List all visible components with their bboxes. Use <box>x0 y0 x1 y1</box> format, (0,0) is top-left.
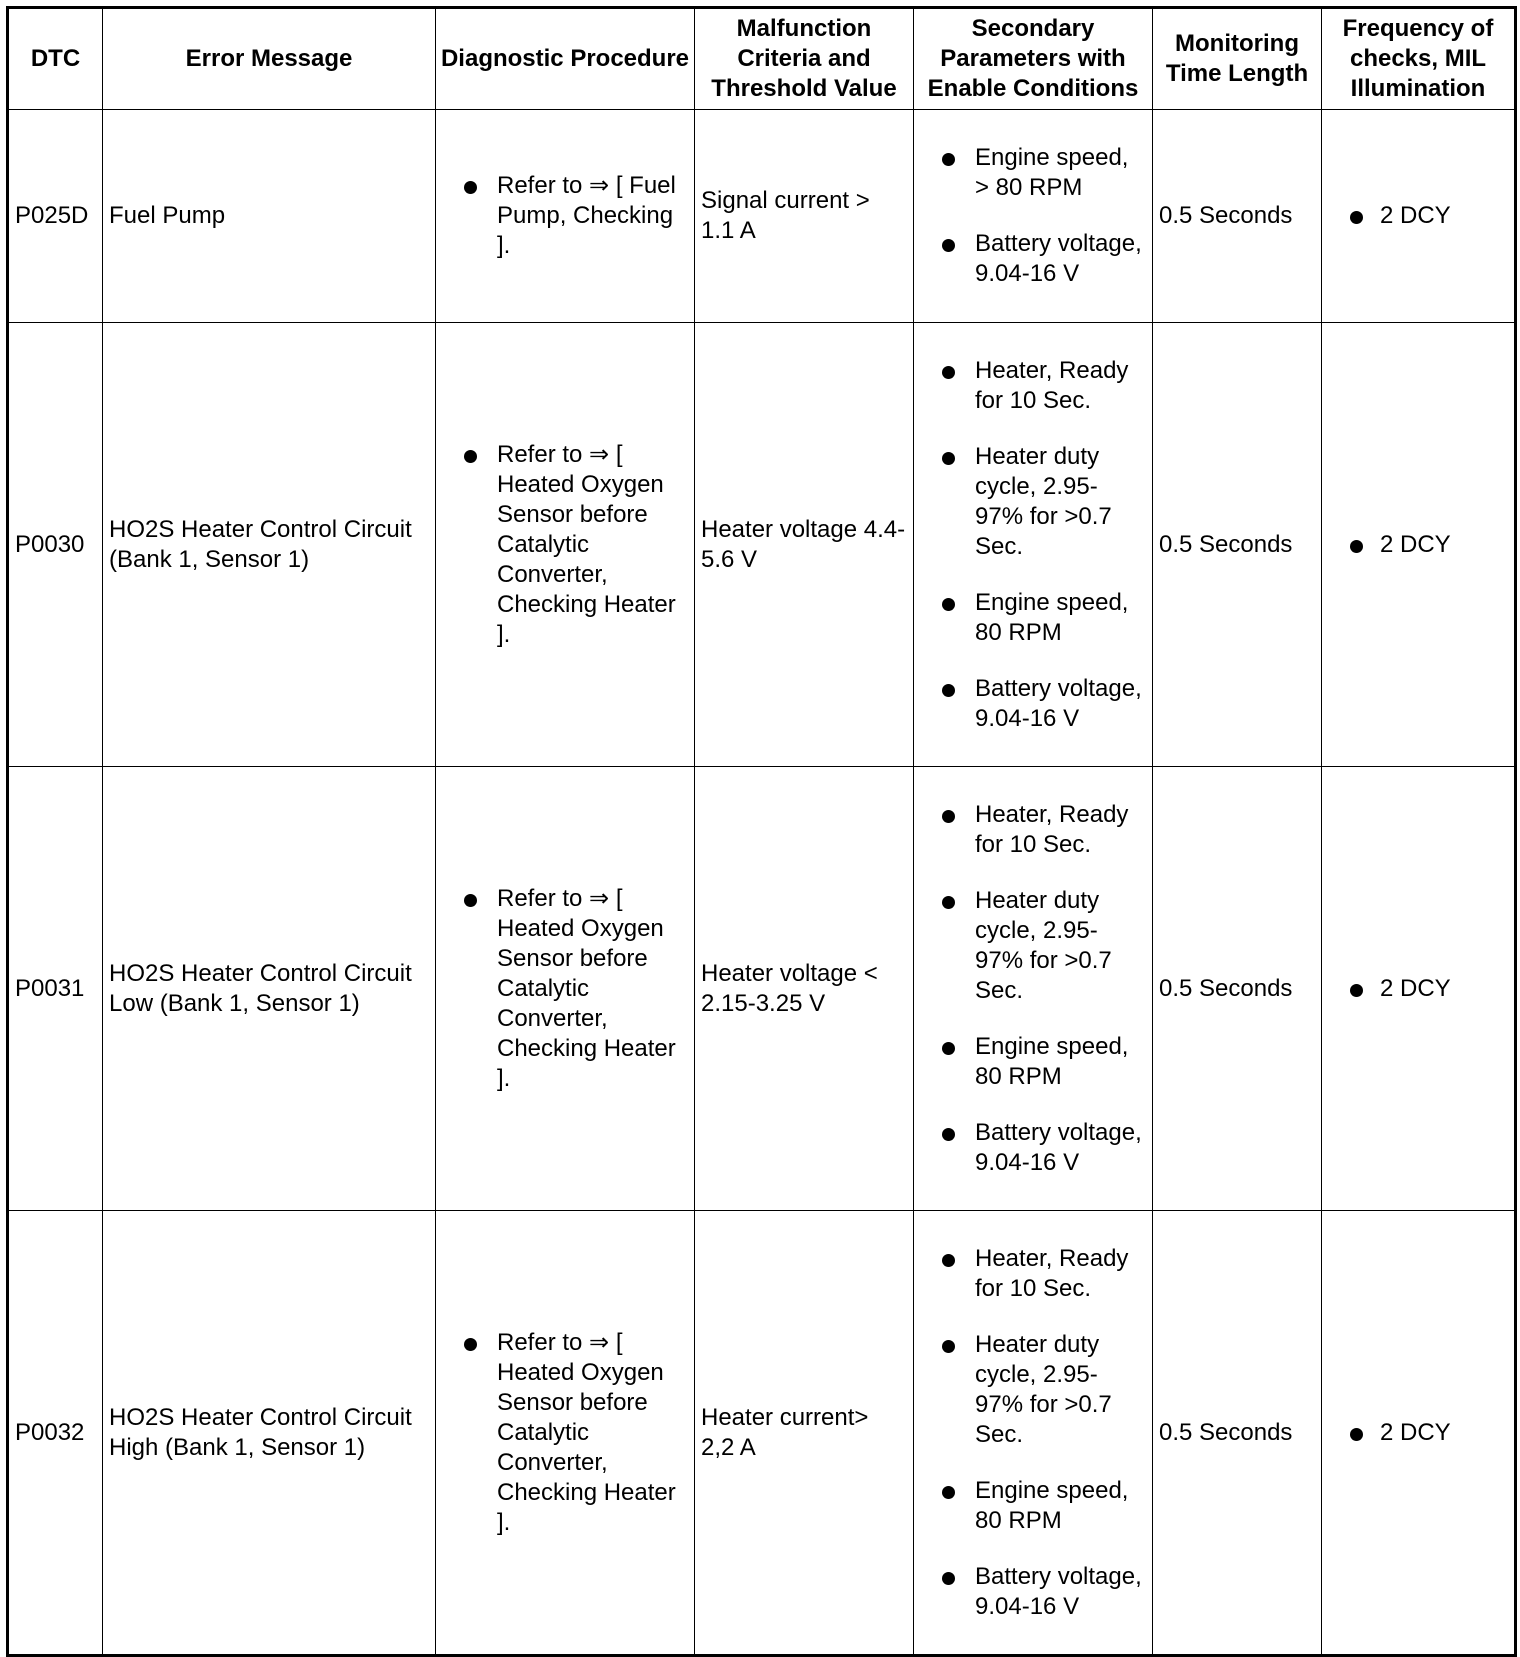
param-item <box>920 143 1146 203</box>
param-text: Engine speed, 80 RPM <box>975 1476 1129 1534</box>
freq-item <box>1328 201 1508 231</box>
param-item <box>920 800 1146 860</box>
bullet-icon <box>464 1338 477 1351</box>
freq-text: 2 DCY <box>1380 202 1451 229</box>
bullet-icon <box>464 181 477 194</box>
malfunction-criteria: Heater voltage < 2.15-3.25 V <box>695 767 914 1211</box>
header-diagnostic-procedure: Diagnostic Procedure <box>436 8 695 110</box>
procedure-link[interactable]: Refer to ⇒ [ Heated Oxygen Sensor before Catalytic Converter, Checking Heater ]. <box>497 440 676 648</box>
bullet-icon <box>942 896 955 909</box>
param-text: Heater, Ready for 10 Sec. <box>975 356 1129 414</box>
procedure-link[interactable]: Refer to ⇒ [ Fuel Pump, Checking ]. <box>497 172 676 259</box>
param-text: Battery voltage, 9.04-16 V <box>975 1118 1142 1176</box>
error-message: HO2S Heater Control Circuit Low (Bank 1, Sensor 1) <box>103 767 436 1211</box>
param-item <box>920 1330 1146 1450</box>
table-row <box>8 1211 1516 1656</box>
param-item <box>920 1118 1146 1178</box>
param-text: Heater, Ready for 10 Sec. <box>975 800 1129 858</box>
param-text: Engine speed, > 80 RPM <box>975 144 1129 201</box>
dtc-code: P025D <box>8 110 103 323</box>
secondary-parameters <box>914 323 1153 767</box>
param-text: Heater, Ready for 10 Sec. <box>975 1244 1129 1302</box>
procedure-item[interactable] <box>442 1328 688 1538</box>
secondary-parameters <box>914 1211 1153 1656</box>
param-item <box>920 442 1146 562</box>
bullet-icon <box>942 452 955 465</box>
bullet-icon <box>942 1340 955 1353</box>
bullet-icon <box>942 1254 955 1267</box>
freq-text: 2 DCY <box>1380 974 1451 1002</box>
bullet-icon <box>464 894 477 907</box>
bullet-icon <box>942 1042 955 1055</box>
header-dtc: DTC <box>8 8 103 110</box>
bullet-icon <box>942 1572 955 1585</box>
malfunction-criteria: Signal current > 1.1 A <box>695 110 914 323</box>
param-text: Heater duty cycle, 2.95-97% for >0.7 Sec. <box>975 1330 1112 1448</box>
freq-item <box>1328 1418 1508 1448</box>
dtc-code: P0030 <box>8 323 103 767</box>
error-message: Fuel Pump <box>103 110 436 323</box>
procedure-item[interactable] <box>442 171 688 261</box>
frequency-mil <box>1322 1211 1516 1656</box>
secondary-parameters <box>914 767 1153 1211</box>
diagnostic-procedure <box>436 110 695 323</box>
bullet-icon <box>1350 540 1363 553</box>
diagnostic-procedure <box>436 323 695 767</box>
procedure-item[interactable] <box>442 440 688 650</box>
freq-text: 2 DCY <box>1380 1418 1451 1446</box>
param-text: Heater duty cycle, 2.95-97% for >0.7 Sec. <box>975 442 1112 560</box>
bullet-icon <box>1350 984 1363 997</box>
procedure-item[interactable] <box>442 884 688 1094</box>
freq-item <box>1328 530 1508 560</box>
bullet-icon <box>942 239 955 252</box>
bullet-icon <box>1350 1428 1363 1441</box>
param-text: Engine speed, 80 RPM <box>975 588 1129 646</box>
bullet-icon <box>1350 211 1363 224</box>
table-row <box>8 110 1516 323</box>
param-item <box>920 588 1146 648</box>
bullet-icon <box>942 684 955 697</box>
param-text: Heater duty cycle, 2.95-97% for >0.7 Sec. <box>975 886 1112 1004</box>
param-item <box>920 886 1146 1006</box>
header-secondary-parameters: Secondary Parameters with Enable Conditions <box>914 8 1153 110</box>
frequency-mil <box>1322 323 1516 767</box>
param-text: Engine speed, 80 RPM <box>975 1032 1129 1090</box>
bullet-icon <box>464 450 477 463</box>
param-item <box>920 1476 1146 1536</box>
frequency-mil <box>1322 110 1516 323</box>
malfunction-criteria: Heater current> 2,2 A <box>695 1211 914 1656</box>
table-row <box>8 323 1516 767</box>
bullet-icon <box>942 366 955 379</box>
header-malfunction-criteria: Malfunction Criteria and Threshold Value <box>695 8 914 110</box>
bullet-icon <box>942 153 955 166</box>
bullet-icon <box>942 810 955 823</box>
param-item <box>920 229 1146 289</box>
dtc-code: P0032 <box>8 1211 103 1656</box>
param-text: Battery voltage, 9.04-16 V <box>975 674 1142 732</box>
param-item <box>920 356 1146 416</box>
dtc-code: P0031 <box>8 767 103 1211</box>
param-item <box>920 1032 1146 1092</box>
error-message: HO2S Heater Control Circuit High (Bank 1, Sensor 1) <box>103 1211 436 1656</box>
malfunction-criteria: Heater voltage 4.4-5.6 V <box>695 323 914 767</box>
bullet-icon <box>942 1128 955 1141</box>
param-text: Battery voltage, 9.04-16 V <box>975 1562 1142 1620</box>
frequency-mil <box>1322 767 1516 1211</box>
header-row <box>8 8 1516 110</box>
monitoring-time: 0.5 Seconds <box>1153 110 1322 323</box>
diagnostic-procedure <box>436 1211 695 1656</box>
diagnostic-procedure <box>436 767 695 1211</box>
header-monitoring-time: Monitoring Time Length <box>1153 8 1322 110</box>
dtc-table <box>6 6 1517 1657</box>
secondary-parameters <box>914 110 1153 323</box>
bullet-icon <box>942 598 955 611</box>
procedure-link[interactable]: Refer to ⇒ [ Heated Oxygen Sensor before Catalytic Converter, Checking Heater ]. <box>497 884 676 1092</box>
monitoring-time: 0.5 Seconds <box>1153 767 1322 1211</box>
table-row <box>8 767 1516 1211</box>
procedure-link[interactable]: Refer to ⇒ [ Heated Oxygen Sensor before Catalytic Converter, Checking Heater ]. <box>497 1328 676 1536</box>
header-error-message: Error Message <box>103 8 436 110</box>
param-item <box>920 1562 1146 1622</box>
header-frequency-mil: Frequency of checks, MIL Illumination <box>1322 8 1516 110</box>
param-item <box>920 1244 1146 1304</box>
monitoring-time: 0.5 Seconds <box>1153 1211 1322 1656</box>
freq-item <box>1328 974 1508 1004</box>
bullet-icon <box>942 1486 955 1499</box>
freq-text: 2 DCY <box>1380 530 1451 558</box>
param-text: Battery voltage, 9.04-16 V <box>975 230 1142 287</box>
param-item <box>920 674 1146 734</box>
monitoring-time: 0.5 Seconds <box>1153 323 1322 767</box>
error-message: HO2S Heater Control Circuit (Bank 1, Sensor 1) <box>103 323 436 767</box>
